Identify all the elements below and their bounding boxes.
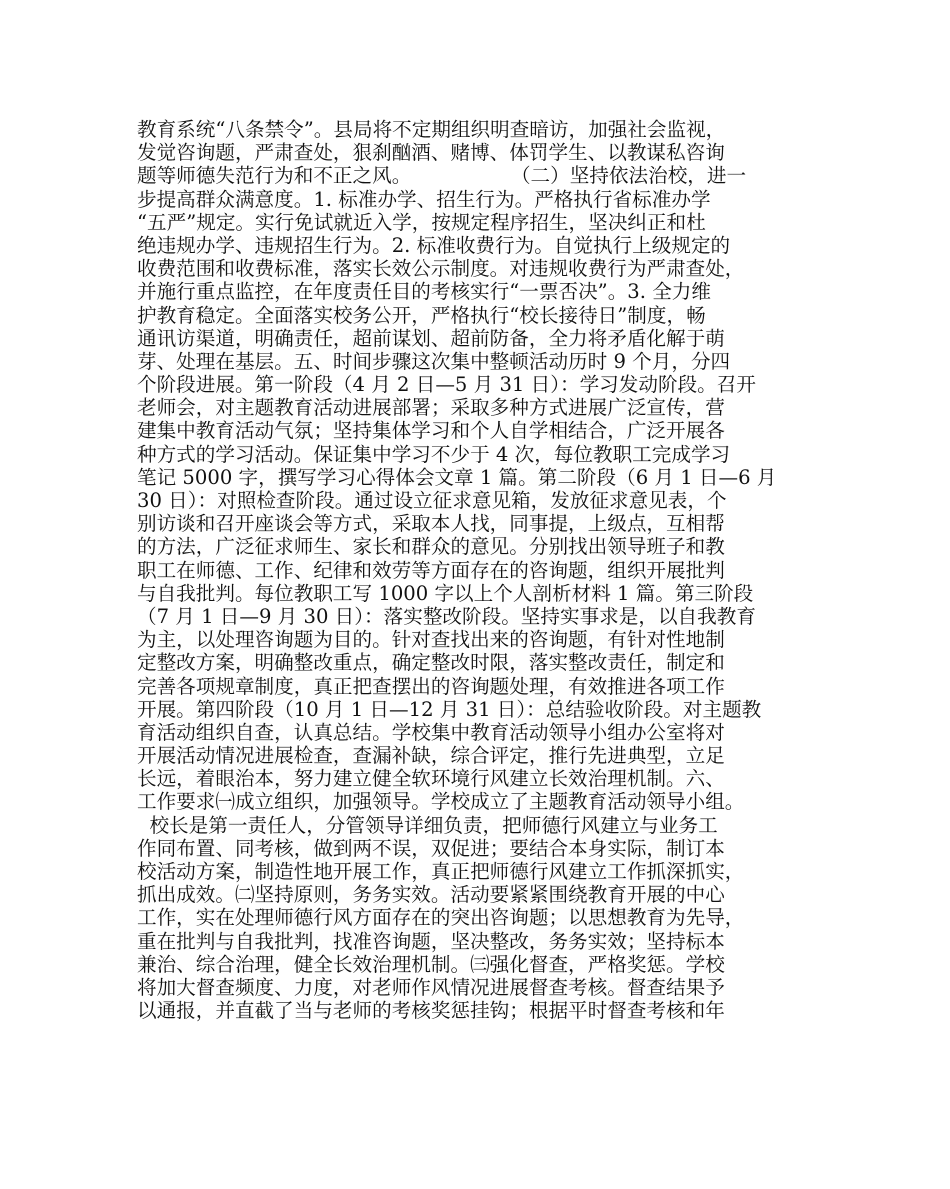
text-line: 芽、处理在基层。五、时间步骤这次集中整顿活动历时 9 个月，分四 <box>137 349 731 373</box>
text-line: 重在批判与自我批判，找准咨询题，坚决整改，务务实效；坚持标本 <box>137 929 725 953</box>
text-line: 题等师德失范行为和不正之风。 （二）坚持依法治校，进一 <box>137 164 747 188</box>
text-line: 完善各项规章制度，真正把查摆出的咨询题处理，有效推进各项工作 <box>137 674 725 698</box>
text-line: 工作要求㈠成立组织，加强领导。学校成立了主题教育活动领导小组。 <box>137 790 745 814</box>
text-line: “五严”规定。实行免试就近入学，按规定程序招生，坚决纠正和杜 <box>137 210 706 234</box>
text-line: 校长是第一责任人，分管领导详细负责，把师德行风建立与业务工 <box>137 813 718 837</box>
text-line: 抓出成效。㈡坚持原则，务务实效。活动要紧紧围绕教育开展的中心 <box>137 883 725 907</box>
text-line: （7 月 1 日—9 月 30 日）：落实整改阶段。坚持实事求是，以自我教育 <box>137 604 756 628</box>
text-line: 职工在师德、工作、纪律和效劳等方面存在的咨询题，组织开展批判 <box>137 558 725 582</box>
text-line: 老师会，对主题教育活动进展部署；采取多种方式进展广泛宣传，营 <box>137 396 725 420</box>
text-line: 教育系统“八条禁令”。县局将不定期组织明查暗访，加强社会监视， <box>137 118 726 141</box>
text-line: 长远，着眼治本，努力建立健全软环境行风建立长效治理机制。六、 <box>137 767 725 791</box>
text-line: 以通报，并直截了当与老师的考核奖惩挂钩；根据平时督查考核和年 <box>137 999 725 1023</box>
text-line: 兼治、综合治理，健全长效治理机制。㈢强化督查，严格奖惩。学校 <box>137 952 725 976</box>
text-line: 建集中教育活动气氛；坚持集体学习和个人自学相结合，广泛开展各 <box>137 419 725 443</box>
text-line: 作同布置、同考核，做到两不误，双促进；要结合本身实际，制订本 <box>137 836 725 860</box>
text-line: 开展。第四阶段（10 月 1 日—12 月 31 日）：总结验收阶段。对主题教 <box>137 697 762 721</box>
text-line: 收费范围和收费标准，落实长效公示制度。对违规收费行为严肃查处， <box>137 257 745 281</box>
text-line: 个阶段进展。第一阶段（4 月 2 日—5 月 31 日）：学习发动阶段。召开 <box>137 373 756 397</box>
text-line: 绝违规办学、违规招生行为。2. 标准收费行为。自觉执行上级规定的 <box>137 233 731 257</box>
text-line: 校活动方案，制造性地开展工作，真正把师德行风建立工作抓深抓实， <box>137 860 745 883</box>
text-line: 笔记 5000 字，撰写学习心得体会文章 1 篇。第二阶段（6 月 1 日—6 月 <box>137 465 777 489</box>
text-line: 护教育稳定。全面落实校务公开，严格执行“校长接待日”制度，畅 <box>137 303 706 327</box>
text-line: 开展活动情况进展检查，查漏补缺，综合评定，推行先进典型，立足 <box>137 744 725 768</box>
text-line: 为主，以处理咨询题为目的。针对查找出来的咨询题，有针对性地制 <box>137 628 725 652</box>
text-line: 与自我批判。每位教职工写 1000 字以上个人剖析材料 1 篇。第三阶段 <box>137 581 754 605</box>
document-body-text <box>137 118 827 1022</box>
text-line: 发觉咨询题，严肃查处，狠刹酗酒、赌博、体罚学生、以教谋私咨询 <box>137 141 725 165</box>
text-line: 步提高群众满意度。1. 标准办学、招生行为。严格执行省标准办学 <box>137 187 711 211</box>
text-line: 通讯访渠道，明确责任，超前谋划、超前防备，全力将矛盾化解于萌 <box>137 326 725 350</box>
text-line: 育活动组织自查，认真总结。学校集中教育活动领导小组办公室将对 <box>137 720 725 744</box>
text-line: 并施行重点监控，在年度责任目的考核实行“一票否决”。3. 全力维 <box>137 280 711 304</box>
text-line: 种方式的学习活动。保证集中学习不少于 4 次，每位教职工完成学习 <box>137 442 731 466</box>
text-line: 30 日）：对照检查阶段。通过设立征求意见箱，发放征求意见表，个 <box>137 489 727 512</box>
text-line: 别访谈和召开座谈会等方式，采取本人找，同事提，上级点，互相帮 <box>137 512 725 536</box>
text-line: 工作，实在处理师德行风方面存在的突出咨询题；以思想教育为先导， <box>137 906 745 930</box>
text-line: 将加大督查频度、力度，对老师作风情况进展督查考核。督查结果予 <box>137 975 725 999</box>
text-line: 的方法，广泛征求师生、家长和群众的意见。分别找出领导班子和教 <box>137 535 725 559</box>
text-line: 定整改方案，明确整改重点，确定整改时限，落实整改责任，制定和 <box>137 651 725 675</box>
